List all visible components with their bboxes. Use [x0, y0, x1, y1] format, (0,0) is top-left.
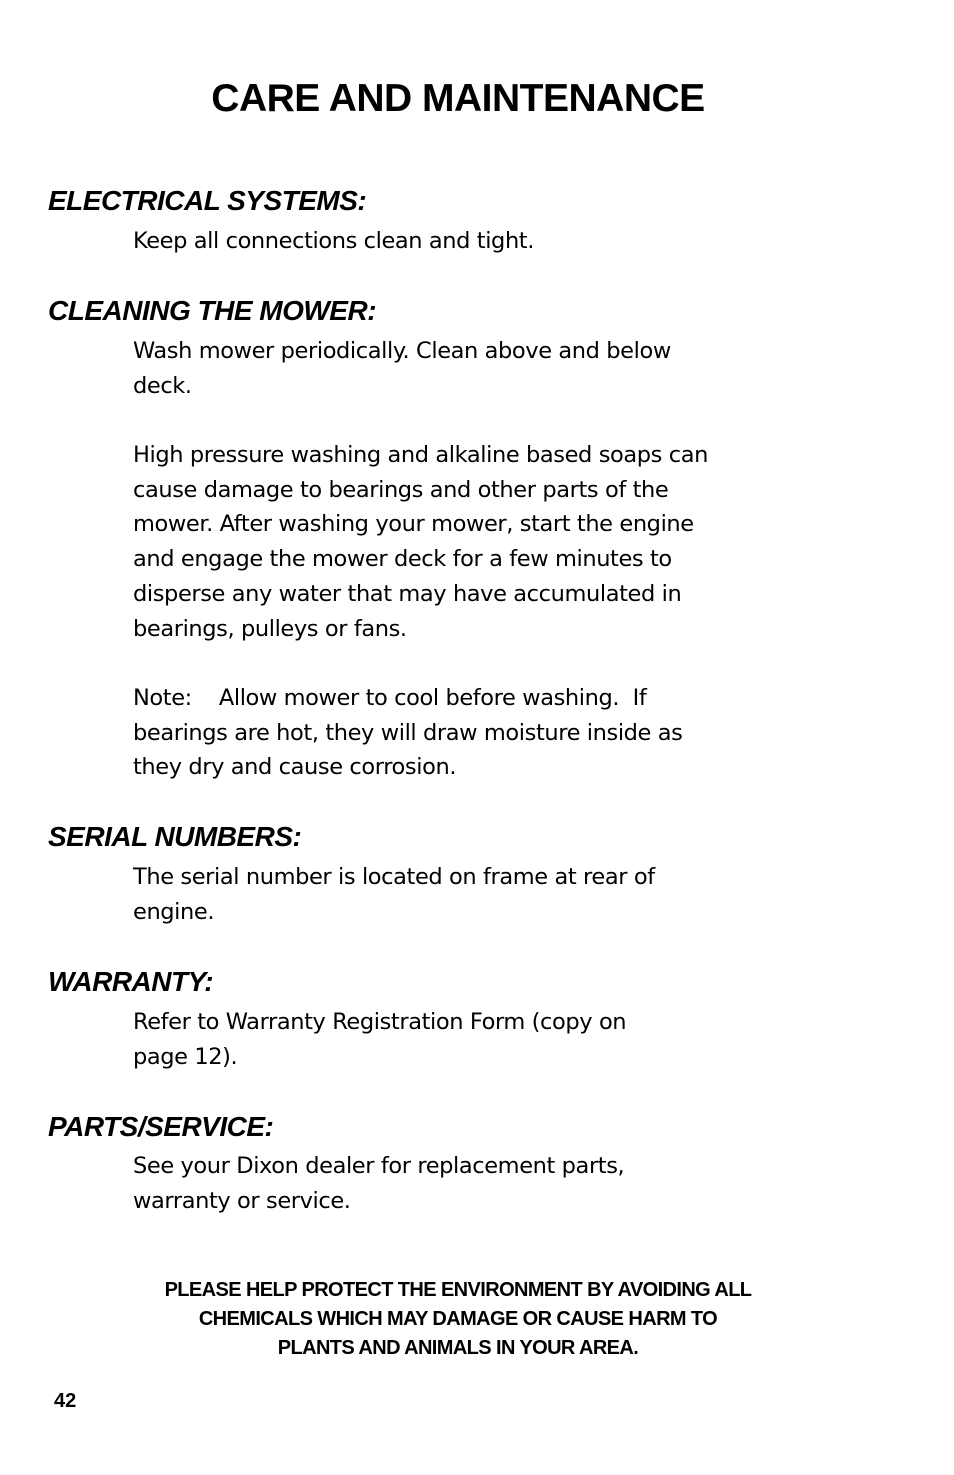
text-line: engine. [133, 898, 215, 925]
heading-serial-numbers: SERIAL NUMBERS: [48, 821, 302, 852]
text-line: Note: Allow mower to cool before washing. If [133, 685, 647, 711]
text-line: mower. After washing your mower, start the engine [133, 511, 694, 538]
text-line: High pressure washing and alkaline based soaps can [133, 442, 708, 468]
serial-numbers-text [133, 860, 773, 929]
cleaning-note [133, 681, 773, 785]
cleaning-paragraph-2 [133, 438, 773, 646]
notice-line: CHEMICALS WHICH MAY DAMAGE OR CAUSE HARM TO [198, 1308, 718, 1330]
heading-electrical-systems: ELECTRICAL SYSTEMS: [48, 185, 367, 216]
text-line: Refer to Warranty Registration Form (copy on [133, 1009, 627, 1035]
text-line: cause damage to bearings and other parts of the [133, 476, 669, 503]
electrical-systems-text [133, 224, 773, 259]
cleaning-paragraph-1 [133, 334, 773, 403]
environment-notice [100, 1276, 816, 1363]
text-line: Wash mower periodically. Clean above and below [133, 338, 671, 364]
text-line: they dry and cause corrosion. [133, 754, 457, 781]
heading-cleaning-the-mower: CLEANING THE MOWER: [48, 295, 377, 326]
text-line: page 12). [133, 1043, 238, 1070]
text-line: See your Dixon dealer for replacement parts, [133, 1153, 625, 1179]
text-line: bearings, pulleys or fans. [133, 615, 407, 642]
warranty-text [133, 1005, 773, 1074]
notice-line: PLEASE HELP PROTECT THE ENVIRONMENT BY AVOIDING ALL [164, 1279, 752, 1301]
page-number: 42 [54, 1390, 77, 1412]
text-line: and engage the mower deck for a few minutes to [133, 546, 672, 573]
notice-line: PLANTS AND ANIMALS IN YOUR AREA. [277, 1337, 639, 1359]
page-title: CARE AND MAINTENANCE [211, 77, 705, 120]
text-line: disperse any water that may have accumulated in [133, 580, 682, 607]
text-line: deck. [133, 372, 192, 399]
heading-parts-service: PARTS/SERVICE: [48, 1111, 274, 1142]
text-line: bearings are hot, they will draw moisture inside as [133, 719, 683, 746]
heading-warranty: WARRANTY: [48, 966, 214, 997]
text-line: Keep all connections clean and tight. [133, 228, 534, 254]
text-line: warranty or service. [133, 1187, 351, 1214]
parts-service-text [133, 1149, 773, 1218]
text-line: The serial number is located on frame at rear of [133, 864, 655, 890]
